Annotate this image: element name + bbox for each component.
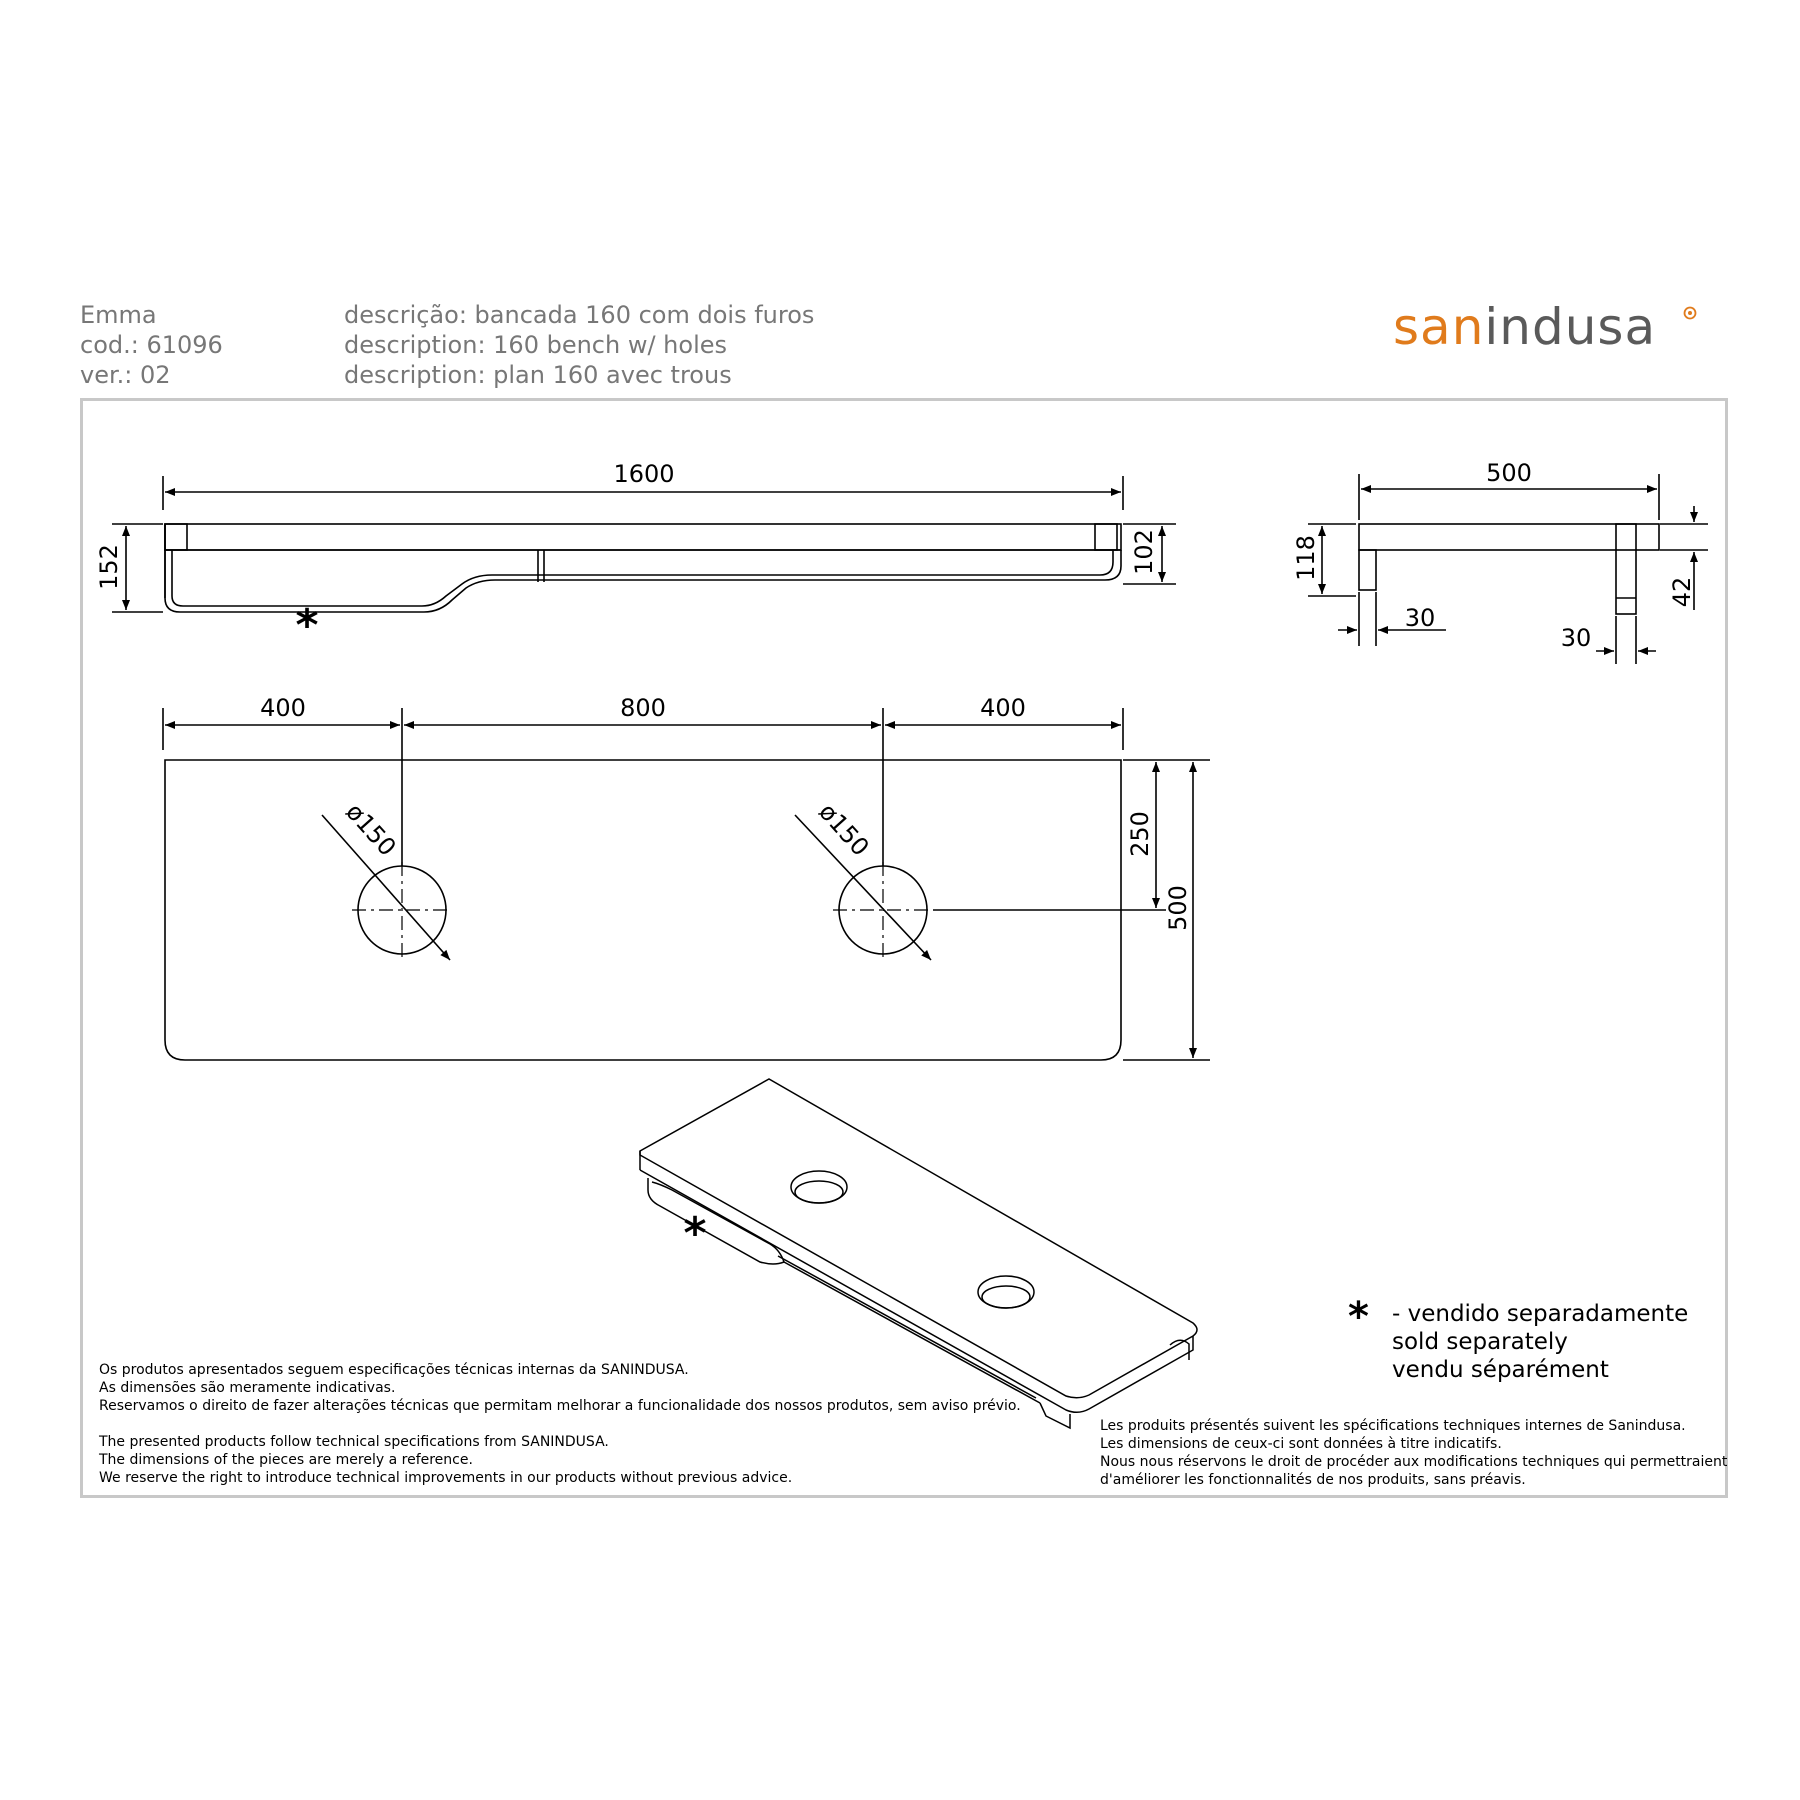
description-fr: description: plan 160 avec trous	[344, 361, 732, 389]
dim-side-depth: 500	[1486, 459, 1532, 487]
front-elevation	[165, 524, 1121, 612]
note-pt-1: Os produtos apresentados seguem especificações técnicas internas da SANINDUSA.	[99, 1362, 689, 1378]
note-fr-2: Les dimensions de ceux-ci sont données à titre indicatifs.	[1100, 1436, 1502, 1452]
note-fr-3: Nous nous réservons le droit de procéder aux modifications techniques qui permettraient	[1100, 1454, 1728, 1470]
sold-separately-marker-front: *	[295, 600, 319, 651]
dim-front-height: 152	[95, 544, 123, 590]
notes-fr	[1100, 1417, 1727, 1489]
dim-front-inner-height: 102	[1130, 529, 1158, 575]
note-en-3: We reserve the right to introduce technical improvements in our products without previous advice.	[99, 1470, 793, 1486]
brand-logo-part2: indusa	[1484, 298, 1657, 356]
dim-side-height: 118	[1292, 535, 1320, 581]
legend-star-icon: *	[1348, 1294, 1369, 1340]
side-elevation	[1359, 524, 1659, 614]
dim-front-width: 1600	[613, 460, 675, 488]
dim-hole-diameter-2: ø150	[813, 797, 875, 862]
notes-en	[99, 1433, 792, 1487]
note-fr-4: d'améliorer les fonctionnalités de nos produits, sans préavis.	[1100, 1472, 1526, 1488]
dim-side-lip: 42	[1668, 576, 1696, 608]
notes-pt	[99, 1361, 1021, 1415]
brand-logo-part1: san	[1393, 298, 1485, 356]
dim-hole-spacing-left: 400	[260, 694, 306, 722]
dim-hole-offset: 250	[1126, 811, 1154, 857]
legend-line-pt: - vendido separadamente	[1392, 1301, 1689, 1327]
sold-separately-marker-iso: *	[683, 1208, 707, 1259]
product-version: ver.: 02	[80, 361, 171, 389]
dim-hole-diameter-1: ø150	[340, 797, 402, 862]
description-pt: descrição: bancada 160 com dois furos	[344, 301, 815, 329]
dim-plan-depth: 500	[1164, 885, 1192, 931]
legend-line-fr: vendu séparément	[1392, 1357, 1609, 1383]
dim-side-thickness-right: 30	[1560, 624, 1592, 652]
note-fr-1: Les produits présentés suivent les spécifications techniques internes de Sanindusa.	[1100, 1418, 1686, 1434]
note-en-1: The presented products follow technical specifications from SANINDUSA.	[99, 1434, 609, 1450]
note-en-2: The dimensions of the pieces are merely a reference.	[99, 1452, 473, 1468]
dim-side-thickness-left: 30	[1404, 604, 1436, 632]
dim-hole-spacing-right: 400	[980, 694, 1026, 722]
note-pt-2: As dimensões são meramente indicativas.	[99, 1380, 396, 1396]
description-en: description: 160 bench w/ holes	[344, 331, 728, 359]
product-name: Emma	[80, 301, 157, 329]
legend-line-en: sold separately	[1392, 1329, 1568, 1355]
dim-hole-spacing-mid: 800	[620, 694, 666, 722]
product-code: cod.: 61096	[80, 331, 223, 359]
note-pt-3: Reservamos o direito de fazer alterações técnicas que permitam melhorar a funcionalidade dos nossos produtos, sem aviso prévio.	[99, 1398, 1021, 1414]
